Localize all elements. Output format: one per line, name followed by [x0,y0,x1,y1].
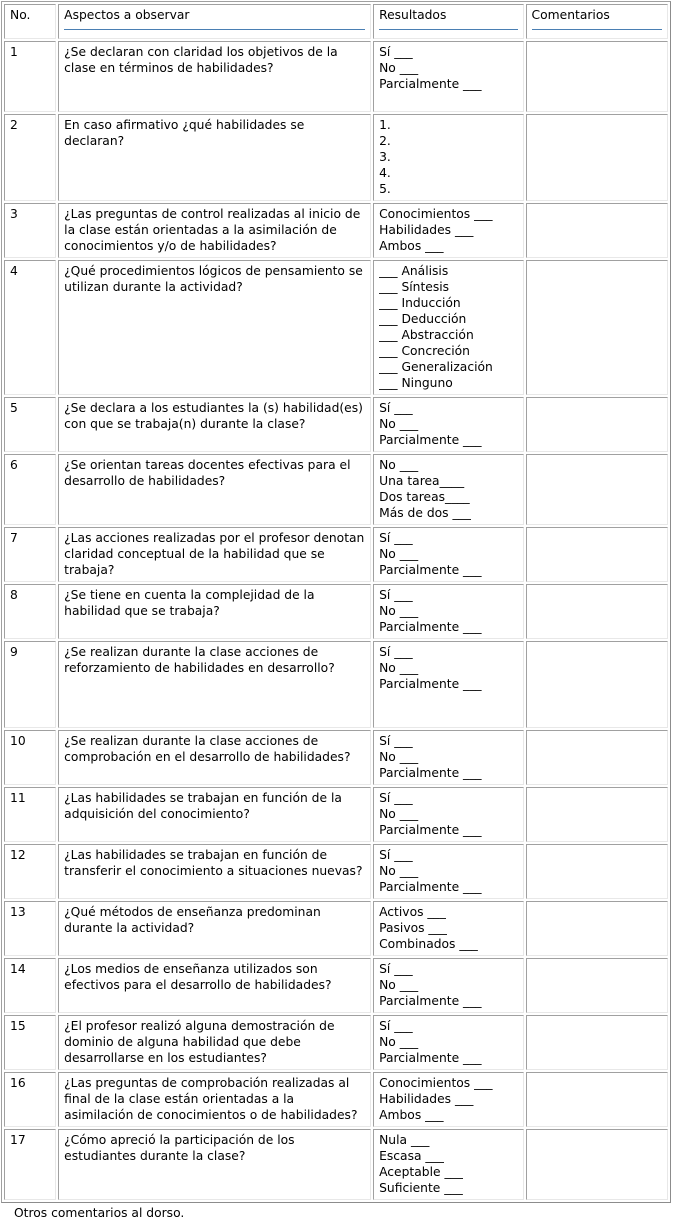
result-option[interactable]: Parcialmente ___ [379,1051,482,1065]
result-option[interactable]: No ___ [379,864,419,878]
row-number: 10 [4,730,56,785]
comment-cell[interactable] [526,787,668,842]
result-option[interactable]: Suficiente ___ [379,1181,463,1195]
header-aspectos [58,4,371,39]
result-options [373,1015,523,1070]
row-number: 2 [4,114,56,201]
comment-cell[interactable] [526,203,668,258]
result-options [373,958,523,1013]
header-row [4,4,668,39]
table-row [4,1072,668,1127]
result-options [373,41,523,112]
table-row [4,844,668,899]
comment-cell[interactable] [526,527,668,582]
comment-cell[interactable] [526,844,668,899]
result-option[interactable]: Activos ___ [379,905,446,919]
result-option[interactable]: 3. [379,150,391,164]
result-option[interactable]: Parcialmente ___ [379,677,482,691]
question-text: ¿Se realizan durante la clase acciones de reforzamiento de habilidades en desarrollo? [58,641,371,728]
comment-cell[interactable] [526,641,668,728]
result-option[interactable]: ___ Generalización [379,360,493,374]
result-option[interactable]: Sí ___ [379,848,413,862]
comment-cell[interactable] [526,397,668,452]
question-text: ¿Las habilidades se trabajan en función de transferir el conocimiento a situaciones nuevas? [58,844,371,899]
result-options [373,787,523,842]
header-no-label: No. [10,8,31,22]
result-option[interactable]: Conocimientos ___ [379,207,493,221]
header-comentarios [526,4,668,39]
table-row [4,584,668,639]
result-option[interactable]: No ___ [379,1035,419,1049]
result-option[interactable]: Aceptable ___ [379,1165,463,1179]
result-option[interactable]: Sí ___ [379,734,413,748]
question-text: ¿Qué procedimientos lógicos de pensamiento se utilizan durante la actividad? [58,260,371,395]
result-option[interactable]: ___ Deducción [379,312,467,326]
result-option[interactable]: No ___ [379,807,419,821]
row-number: 8 [4,584,56,639]
row-number: 1 [4,41,56,112]
result-option[interactable]: No ___ [379,604,419,618]
result-option[interactable]: No ___ [379,978,419,992]
comment-cell[interactable] [526,584,668,639]
header-rule [532,29,662,30]
result-option[interactable]: No ___ [379,661,419,675]
header-resultados [373,4,523,39]
row-number: 5 [4,397,56,452]
result-option[interactable]: Sí ___ [379,645,413,659]
table-row [4,203,668,258]
result-option[interactable]: ___ Síntesis [379,280,450,294]
table-row [4,958,668,1013]
result-options [373,730,523,785]
question-text: ¿Se tiene en cuenta la complejidad de la habilidad que se trabaja? [58,584,371,639]
result-option[interactable]: Sí ___ [379,531,413,545]
result-option[interactable]: Ambos ___ [379,239,444,253]
question-text: ¿Se declara a los estudiantes la (s) habilidad(es) con que se trabaja(n) durante la clase? [58,397,371,452]
comment-cell[interactable] [526,114,668,201]
header-rule [64,29,365,30]
header-comentarios-label: Comentarios [531,8,610,22]
table-row [4,787,668,842]
table-row [4,114,668,201]
question-text: ¿Se declaran con claridad los objetivos de la clase en términos de habilidades? [58,41,371,112]
result-option[interactable]: Sí ___ [379,962,413,976]
result-options [373,584,523,639]
result-option[interactable]: Habilidades ___ [379,223,474,237]
question-text: ¿Las preguntas de comprobación realizadas al final de la clase están orientadas a la asimilación de conocimientos o de habilidades? [58,1072,371,1127]
result-option[interactable]: Conocimientos ___ [379,1076,493,1090]
row-number: 9 [4,641,56,728]
result-option[interactable]: 1. [379,118,391,132]
result-option[interactable]: ___ Abstracción [379,328,474,342]
result-options [373,397,523,452]
result-option[interactable]: 5. [379,182,391,196]
observation-table [1,1,671,1203]
row-number: 7 [4,527,56,582]
header-resultados-label: Resultados [379,8,447,22]
result-option[interactable]: Dos tareas____ [379,490,470,504]
comment-cell[interactable] [526,1072,668,1127]
result-option[interactable]: No ___ [379,417,419,431]
row-number: 6 [4,454,56,525]
row-number: 14 [4,958,56,1013]
table-row [4,730,668,785]
header-no [4,4,56,39]
table-row [4,41,668,112]
row-number: 15 [4,1015,56,1070]
footer-note: Otros comentarios al dorso. [14,1206,185,1220]
table-row [4,1129,668,1200]
table-row [4,397,668,452]
question-text: En caso afirmativo ¿qué habilidades se declaran? [58,114,371,201]
table-row [4,260,668,395]
row-number: 12 [4,844,56,899]
table-row [4,641,668,728]
result-option[interactable]: Parcialmente ___ [379,766,482,780]
table-row [4,454,668,525]
result-option[interactable]: Habilidades ___ [379,1092,474,1106]
comment-cell[interactable] [526,958,668,1013]
comment-cell[interactable] [526,901,668,956]
result-option[interactable]: Pasivos ___ [379,921,447,935]
table-row [4,1015,668,1070]
comment-cell[interactable] [526,730,668,785]
table-row [4,527,668,582]
row-spacer [379,692,517,724]
comment-cell[interactable] [526,260,668,395]
result-option[interactable]: ___ Inducción [379,296,461,310]
question-text: ¿Qué métodos de enseñanza predominan durante la actividad? [58,901,371,956]
question-text: ¿Las acciones realizadas por el profesor denotan claridad conceptual de la habilidad que se trabaja? [58,527,371,582]
result-options [373,454,523,525]
result-option[interactable]: No ___ [379,547,419,561]
table-row [4,901,668,956]
comment-cell[interactable] [526,41,668,112]
header-aspectos-label: Aspectos a observar [64,8,190,22]
result-options [373,1072,523,1127]
result-option[interactable]: No ___ [379,61,419,75]
result-option[interactable]: Nula ___ [379,1133,430,1147]
result-options [373,260,523,395]
row-number: 11 [4,787,56,842]
result-options [373,901,523,956]
result-options [373,844,523,899]
result-option[interactable]: Parcialmente ___ [379,823,482,837]
result-options [373,1129,523,1200]
comment-cell[interactable] [526,1129,668,1200]
result-options [373,114,523,201]
question-text: ¿Se realizan durante la clase acciones de comprobación en el desarrollo de habilidades? [58,730,371,785]
row-number: 16 [4,1072,56,1127]
result-option[interactable]: Parcialmente ___ [379,620,482,634]
question-text: ¿Se orientan tareas docentes efectivas para el desarrollo de habilidades? [58,454,371,525]
result-option[interactable]: Parcialmente ___ [379,77,482,91]
result-option[interactable]: No ___ [379,750,419,764]
comment-cell[interactable] [526,1015,668,1070]
result-option[interactable]: ___ Concreción [379,344,470,358]
result-option[interactable]: Más de dos ___ [379,506,471,520]
result-options [373,641,523,728]
result-option[interactable]: Sí ___ [379,791,413,805]
result-option[interactable]: Ambos ___ [379,1108,444,1122]
result-option[interactable]: ___ Análisis [379,264,449,278]
comment-cell[interactable] [526,454,668,525]
result-option[interactable]: Sí ___ [379,1019,413,1033]
row-number: 3 [4,203,56,258]
question-text: ¿Las preguntas de control realizadas al inicio de la clase están orientadas a la asimilación de conocimientos y/o de habilidades? [58,203,371,258]
row-spacer [379,92,517,108]
row-number: 13 [4,901,56,956]
result-option[interactable]: Parcialmente ___ [379,880,482,894]
row-number: 4 [4,260,56,395]
result-option[interactable]: Parcialmente ___ [379,994,482,1008]
result-option[interactable]: Sí ___ [379,45,413,59]
result-option[interactable]: Combinados ___ [379,937,478,951]
question-text: ¿Las habilidades se trabajan en función de la adquisición del conocimiento? [58,787,371,842]
result-option[interactable]: Parcialmente ___ [379,563,482,577]
result-option[interactable]: No ___ [379,458,419,472]
result-options [373,527,523,582]
result-options [373,203,523,258]
question-text: ¿El profesor realizó alguna demostración de dominio de alguna habilidad que debe desarrollarse en los estudiantes? [58,1015,371,1070]
result-option[interactable]: 4. [379,166,391,180]
result-option[interactable]: 2. [379,134,391,148]
header-rule [379,29,517,30]
result-option[interactable]: ___ Ninguno [379,376,453,390]
result-option[interactable]: Sí ___ [379,401,413,415]
question-text: ¿Los medios de enseñanza utilizados son efectivos para el desarrollo de habilidades? [58,958,371,1013]
result-option[interactable]: Una tarea____ [379,474,465,488]
row-number: 17 [4,1129,56,1200]
question-text: ¿Cómo apreció la participación de los estudiantes durante la clase? [58,1129,371,1200]
result-option[interactable]: Escasa ___ [379,1149,444,1163]
result-option[interactable]: Sí ___ [379,588,413,602]
result-option[interactable]: Parcialmente ___ [379,433,482,447]
